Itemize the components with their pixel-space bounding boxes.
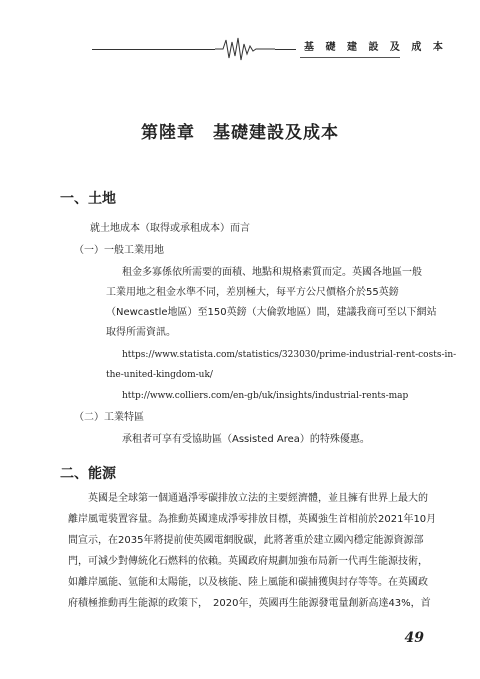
paragraph-line: 工業用地之租金水準不同，差別極大，每平方公尺價格介於55英鎊 xyxy=(106,287,399,298)
section-title-land: 一、土地 xyxy=(60,191,116,207)
paragraph-line: 如離岸風能、氫能和太陽能，以及核能、陸上風能和碳捕獲與封存等等。在英國政 xyxy=(68,577,428,588)
paragraph-line: （Newcastle地區）至150英鎊（大倫敦地區）間，建議我商可至以下網站 xyxy=(106,307,437,318)
section-title-energy: 二、能源 xyxy=(60,466,116,482)
subsection-label-industrial-land: （一）一般工業用地 xyxy=(74,245,164,256)
paragraph-line: 府積極推動再生能源的政策下， 2020年，英國再生能源發電量創新高達43%，首 xyxy=(68,598,431,609)
paragraph-line: 取得所需資訊。 xyxy=(106,327,176,338)
chapter-title: 第陸章 基礎建設及成本 xyxy=(141,123,339,143)
reference-url[interactable]: http://www.colliers.com/en-gb/uk/insights/industrial-rents-map xyxy=(122,391,409,401)
paragraph-line: 承租者可享有受協助區（Assisted Area）的特殊優惠。 xyxy=(122,434,370,445)
paragraph-line: 離岸風電裝置容量。為推動英國達成淨零排放目標，英國強生首相前於2021年10月 xyxy=(68,514,437,525)
running-title: 基 礎 建 設 及 成 本 xyxy=(296,40,455,56)
land-intro: 就土地成本（取得或承租成本）而言 xyxy=(90,223,250,234)
paragraph-line: 英國是全球第一個通過淨零碳排放立法的主要經濟體，並且擁有世界上最大的 xyxy=(88,493,428,504)
subsection-label-industrial-zone: （二）工業特區 xyxy=(74,412,144,423)
paragraph-line: 門，可減少對傳統化石燃料的依賴。英國政府規劃加強布局新一代再生能源技術， xyxy=(68,556,428,567)
reference-url-continued[interactable]: the-united-kingdom-uk/ xyxy=(106,370,213,380)
heartbeat-wave-icon xyxy=(215,36,275,62)
running-title-underline xyxy=(300,57,400,58)
paragraph-line: 租金多寡係依所需要的面積、地點和規格素質而定。英國各地區一般 xyxy=(122,267,422,278)
reference-url[interactable]: https://www.statista.com/statistics/323030/prime-industrial-rent-costs-in- xyxy=(122,350,457,360)
paragraph-line: 間宣示，在2035年將提前使英國電網脫碳，此將著重於建立國內穩定能源資源部 xyxy=(68,535,424,546)
page-number: 49 xyxy=(404,630,424,646)
